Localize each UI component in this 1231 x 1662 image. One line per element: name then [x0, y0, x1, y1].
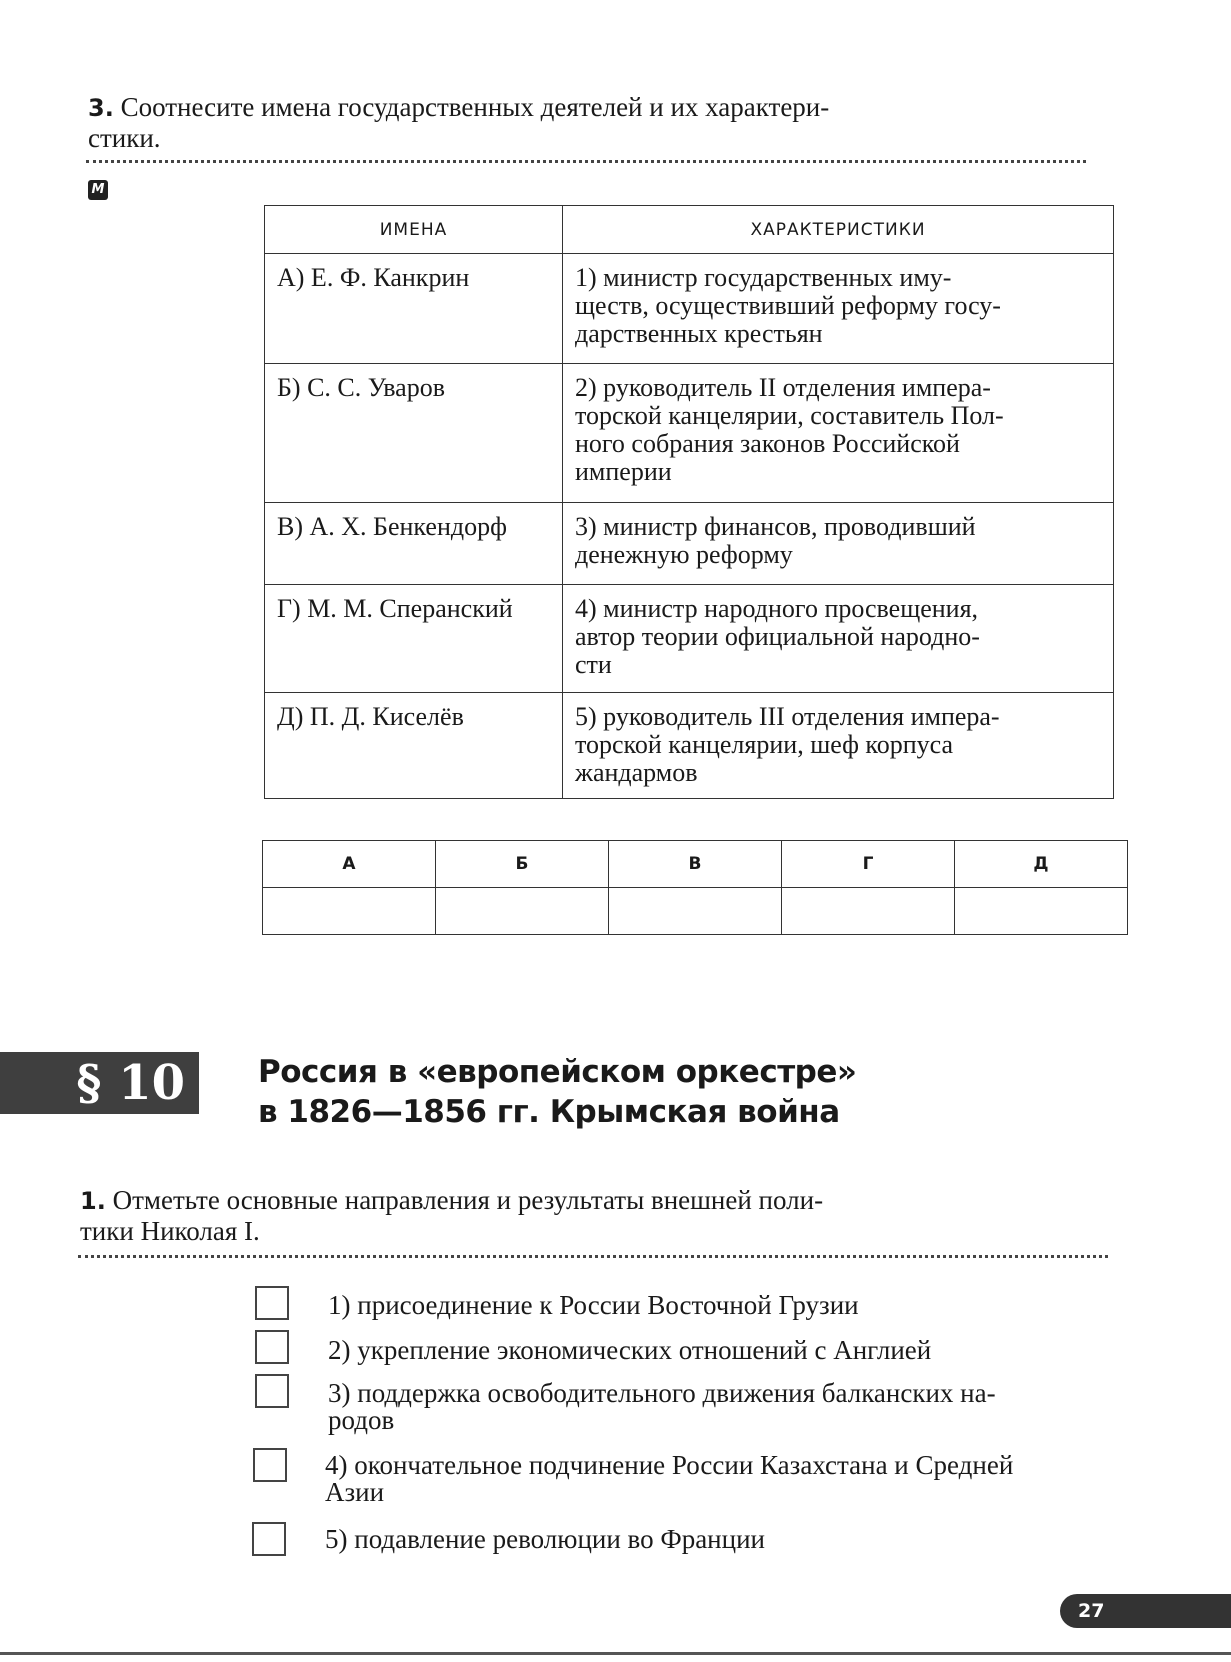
option-5-checkbox[interactable]: [252, 1522, 286, 1556]
option-2-line-1: 2) укрепление экономических отношений с Англией: [328, 1335, 932, 1365]
option-2-label: [328, 1337, 1128, 1364]
section-title: [258, 1052, 1158, 1132]
option-4-line-2: Азии: [325, 1477, 385, 1507]
task-3-text-cont: стики.: [88, 123, 161, 153]
task-1-text-cont: тики Николая I.: [80, 1216, 260, 1246]
bottom-rule: [0, 1652, 1231, 1655]
characteristic-cell: 2) руководитель II отделения импера- торской канцелярии, составитель Пол- ного собрания законов Российской империи: [563, 364, 1114, 503]
characteristic-cell: 3) министр финансов, проводивший денежную реформу: [563, 503, 1114, 585]
page-number: 27: [1060, 1594, 1231, 1628]
answer-cell-b[interactable]: [436, 888, 609, 935]
section-number-badge: § 10: [0, 1052, 199, 1114]
header-characteristics: ХАРАКТЕРИСТИКИ: [563, 206, 1114, 254]
task-3-prompt: [88, 92, 988, 153]
option-3-line-1: 3) поддержка освободительного движения балканских на-: [328, 1378, 996, 1408]
answer-header-g: Г: [782, 841, 955, 888]
table-row: [265, 503, 1114, 585]
m-marker-icon: М: [88, 180, 108, 200]
option-1-line-1: 1) присоединение к России Восточной Грузии: [328, 1290, 859, 1320]
task-3-number: 3.: [88, 94, 114, 122]
option-5-label: [325, 1526, 1125, 1553]
answer-header-a: А: [263, 841, 436, 888]
characteristic-cell: 5) руководитель III отделения импера- торской канцелярии, шеф корпуса жандармов: [563, 693, 1114, 799]
task-1-number: 1.: [80, 1187, 106, 1215]
answer-cell-v[interactable]: [609, 888, 782, 935]
name-cell: Б) С. С. Уваров: [265, 364, 563, 503]
name-cell: В) А. Х. Бенкендорф: [265, 503, 563, 585]
task-1-prompt: [80, 1185, 980, 1246]
task-3-text: Соотнесите имена государственных деятелей и их характери-: [120, 92, 830, 122]
option-4-line-1: 4) окончательное подчинение России Казахстана и Средней: [325, 1450, 1014, 1480]
option-5-line-1: 5) подавление революции во Франции: [325, 1524, 765, 1554]
table-row: [265, 364, 1114, 503]
header-names: ИМЕНА: [265, 206, 563, 254]
table-row: [265, 254, 1114, 364]
option-3-checkbox[interactable]: [255, 1374, 289, 1408]
answer-header-b: Б: [436, 841, 609, 888]
answer-cell-g[interactable]: [782, 888, 955, 935]
option-1-checkbox[interactable]: [255, 1286, 289, 1320]
name-cell: Г) М. М. Сперанский: [265, 585, 563, 693]
option-4-label: [325, 1452, 1125, 1506]
section-title-line-2: в 1826—1856 гг. Крымская война: [258, 1094, 840, 1130]
name-cell: Д) П. Д. Киселёв: [265, 693, 563, 799]
answer-grid: [262, 840, 1128, 935]
answer-header-v: В: [609, 841, 782, 888]
table-row: [265, 693, 1114, 799]
answer-header-d: Д: [955, 841, 1128, 888]
characteristic-cell: 4) министр народного просвещения, автор теории официальной народно- сти: [563, 585, 1114, 693]
task-1-text: Отметьте основные направления и результаты внешней поли-: [112, 1185, 824, 1215]
matching-table: [264, 205, 1114, 799]
answer-cell-d[interactable]: [955, 888, 1128, 935]
name-cell: А) Е. Ф. Канкрин: [265, 254, 563, 364]
option-3-label: [328, 1380, 1128, 1434]
option-1-label: [328, 1292, 1128, 1319]
option-3-line-2: родов: [328, 1405, 395, 1435]
dotted-divider: [78, 1255, 1108, 1258]
answer-cell-a[interactable]: [263, 888, 436, 935]
dotted-divider: [86, 160, 1086, 163]
characteristic-cell: 1) министр государственных иму- ществ, осуществивший реформу госу- дарственных крестьян: [563, 254, 1114, 364]
section-title-line-1: Россия в «европейском оркестре»: [258, 1054, 857, 1090]
option-4-checkbox[interactable]: [253, 1448, 287, 1482]
option-2-checkbox[interactable]: [255, 1330, 289, 1364]
table-row: [265, 585, 1114, 693]
